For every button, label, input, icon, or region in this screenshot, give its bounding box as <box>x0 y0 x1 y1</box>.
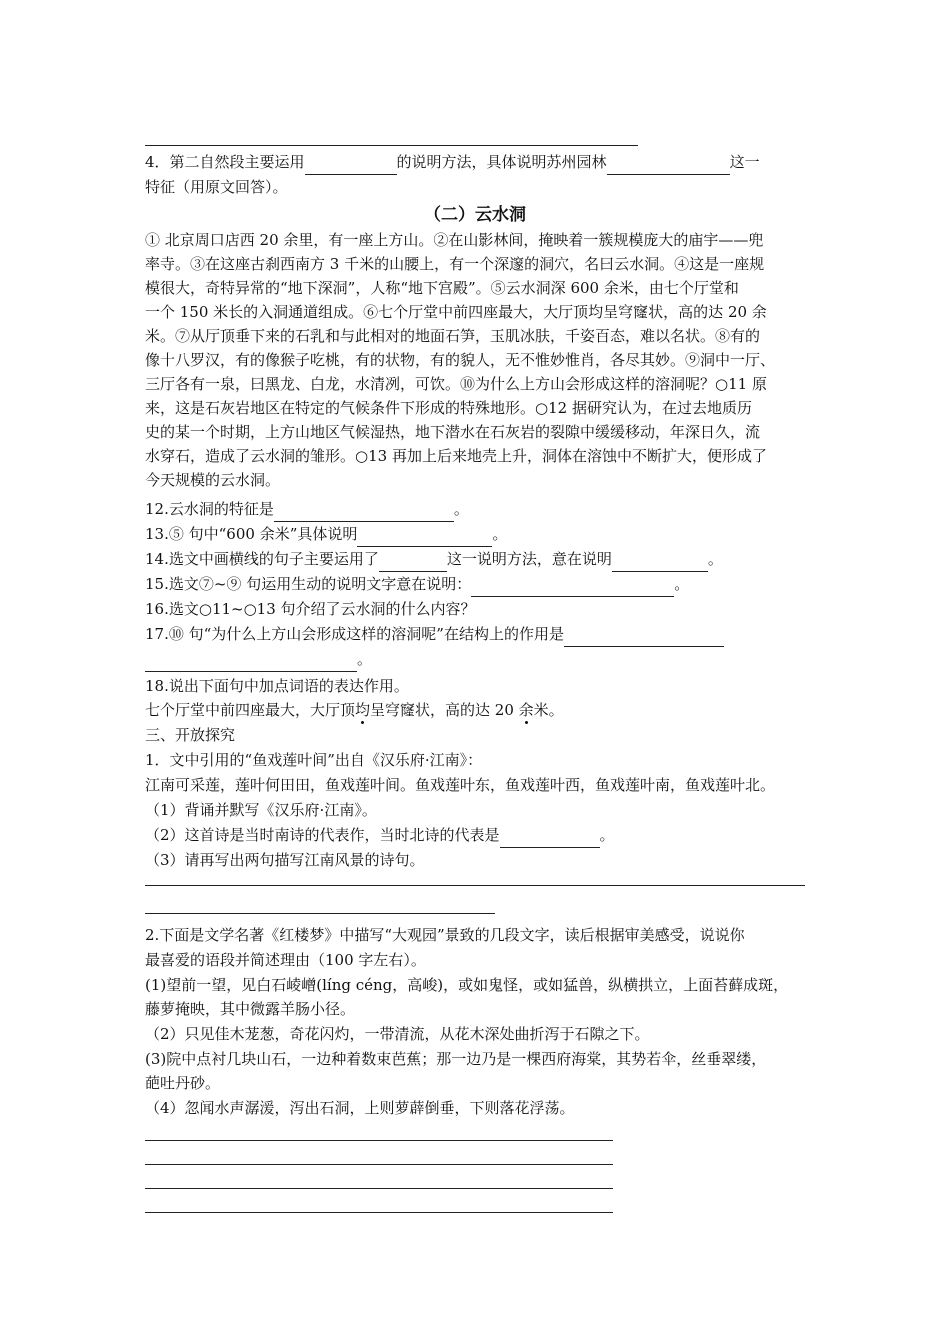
excerpt-4: （4）忽闻水声潺湲，泻出石洞，上则萝薜倒垂，下则落花浮荡。 <box>145 1099 575 1117</box>
excerpt-1-continued: 藤萝掩映，其中微露羊肠小径。 <box>145 1000 356 1018</box>
answer-line[interactable] <box>145 1212 613 1213</box>
answer-blank[interactable] <box>379 547 447 572</box>
question-15: 15.选文⑦~⑨ 句运用生动的说明文字意在说明： 。 <box>145 572 689 597</box>
sub-question-3: （3）请再写出两句描写江南风景的诗句。 <box>145 851 425 869</box>
answer-blank[interactable] <box>305 150 397 175</box>
question-18-sentence: 七个厅堂中前四座最大，大厅顶均呈穹窿状，高的达 20 余米。 <box>145 701 564 719</box>
excerpt-3-continued: 葩吐丹砂。 <box>145 1074 221 1092</box>
passage-line: 水穿石，造成了云水洞的雏形。○13 再加上后来地壳上升，洞体在溶蚀中不断扩大，便形成了 <box>145 447 767 465</box>
question-4-continued: 特征（用原文回答）。 <box>145 178 288 196</box>
question-13: 13.⑤ 句中“600 余米”具体说明 。 <box>145 522 507 547</box>
emphasized-word: 余 <box>518 701 534 719</box>
question-16: 16.选文○11~○13 句介绍了云水洞的什么内容？ <box>145 600 476 618</box>
passage-line: 像十八罗汉，有的像猴子吃桃，有的状物，有的貌人，无不惟妙惟肖，各尽其妙。⑨洞中一厅、 <box>145 351 776 369</box>
passage-line: 率寺。③在这座古刹西南方 3 千米的山腰上，有一个深邃的洞穴，名曰云水洞。④这是一座规 <box>145 255 765 273</box>
answer-blank[interactable] <box>357 522 492 547</box>
passage-line: 今天规模的云水洞。 <box>145 471 281 489</box>
passage-line: 米。⑦从厅顶垂下来的石乳和与此相对的地面石笋，玉肌冰肤，千姿百态，难以名状。⑧有的 <box>145 327 761 345</box>
answer-blank[interactable] <box>607 150 730 175</box>
excerpt-3: (3)院中点衬几块山石，一边种着数束芭蕉；那一边乃是一棵西府海棠，其势若伞，丝垂翠缕， <box>145 1050 767 1068</box>
answer-line[interactable] <box>145 913 495 914</box>
open-question-2-continued: 最喜爱的语段并简述理由（100 字左右）。 <box>145 951 426 969</box>
passage-line: ① 北京周口店西 20 余里，有一座上方山。②在山影林间，掩映着一簇规模庞大的庙宇——兜 <box>145 231 764 249</box>
section-title: （二）云水洞 <box>424 205 526 225</box>
open-question-2: 2.下面是文学名著《红楼梦》中描写“大观园”景致的几段文字，读后根据审美感受，说说你 <box>145 926 745 944</box>
answer-line[interactable] <box>145 885 805 886</box>
emphasized-word: 均 <box>355 701 371 719</box>
passage-line: 模很大，奇特异常的“地下深洞”，人称“地下宫殿”。⑤云水洞深 600 余米，由七个厅堂和 <box>145 279 739 297</box>
answer-blank[interactable] <box>274 497 454 522</box>
passage-line: 一个 150 米长的入洞通道组成。⑥七个厅堂中前四座最大，大厅顶均呈穹窿状，高的达 20 余 <box>145 303 767 321</box>
question-18: 18.说出下面句中加点词语的表达作用。 <box>145 677 409 695</box>
question-17-continued: 。 <box>145 647 372 672</box>
passage-line: 来，这是石灰岩地区在特定的气候条件下形成的特殊地形。○12 据研究认为，在过去地质历 <box>145 399 752 417</box>
open-question-1: 1．文中引用的“鱼戏莲叶间”出自《汉乐府·江南》： <box>145 751 483 769</box>
passage-line: 史的某一个时期，上方山地区气候湿热，地下潜水在石灰岩的裂隙中缓缓移动，年深日久，流 <box>145 423 761 441</box>
answer-blank[interactable] <box>612 547 708 572</box>
answer-line[interactable] <box>145 1140 613 1141</box>
sub-question-2: （2）这首诗是当时南诗的代表作，当时北诗的代表是 。 <box>145 823 615 848</box>
section-3-heading: 三、开放探究 <box>145 726 236 744</box>
excerpt-2: （2）只见佳木茏葱，奇花闪灼，一带清流，从花木深处曲折泻于石隙之下。 <box>145 1025 650 1043</box>
answer-blank[interactable] <box>145 647 357 672</box>
answer-line[interactable] <box>145 145 638 146</box>
answer-line[interactable] <box>145 1188 613 1189</box>
poem-text: 江南可采莲，莲叶何田田，鱼戏莲叶间。鱼戏莲叶东，鱼戏莲叶西，鱼戏莲叶南，鱼戏莲叶北。 <box>145 776 776 794</box>
question-4: 4．第二自然段主要运用 的说明方法，具体说明苏州园林 这一 <box>145 150 760 175</box>
answer-blank[interactable] <box>564 622 724 647</box>
question-12: 12.云水洞的特征是 。 <box>145 497 469 522</box>
answer-line[interactable] <box>145 1164 613 1165</box>
question-17: 17.⑩ 句“为什么上方山会形成这样的溶洞呢”在结构上的作用是 <box>145 622 724 647</box>
question-14: 14.选文中画横线的句子主要运用了 这一说明方法，意在说明 。 <box>145 547 723 572</box>
answer-blank[interactable] <box>500 823 600 848</box>
excerpt-1: (1)望前一望，见白石崚嶒(líng céng，高峻)，或如鬼怪，或如猛兽，纵横拱立，上面苔藓成斑， <box>145 976 789 994</box>
passage-line: 三厅各有一泉，曰黑龙、白龙，水清冽，可饮。⑩为什么上方山会形成这样的溶洞呢？○11 原 <box>145 375 767 393</box>
answer-blank[interactable] <box>471 572 674 597</box>
sub-question-1: （1）背诵并默写《汉乐府·江南》。 <box>145 801 377 819</box>
